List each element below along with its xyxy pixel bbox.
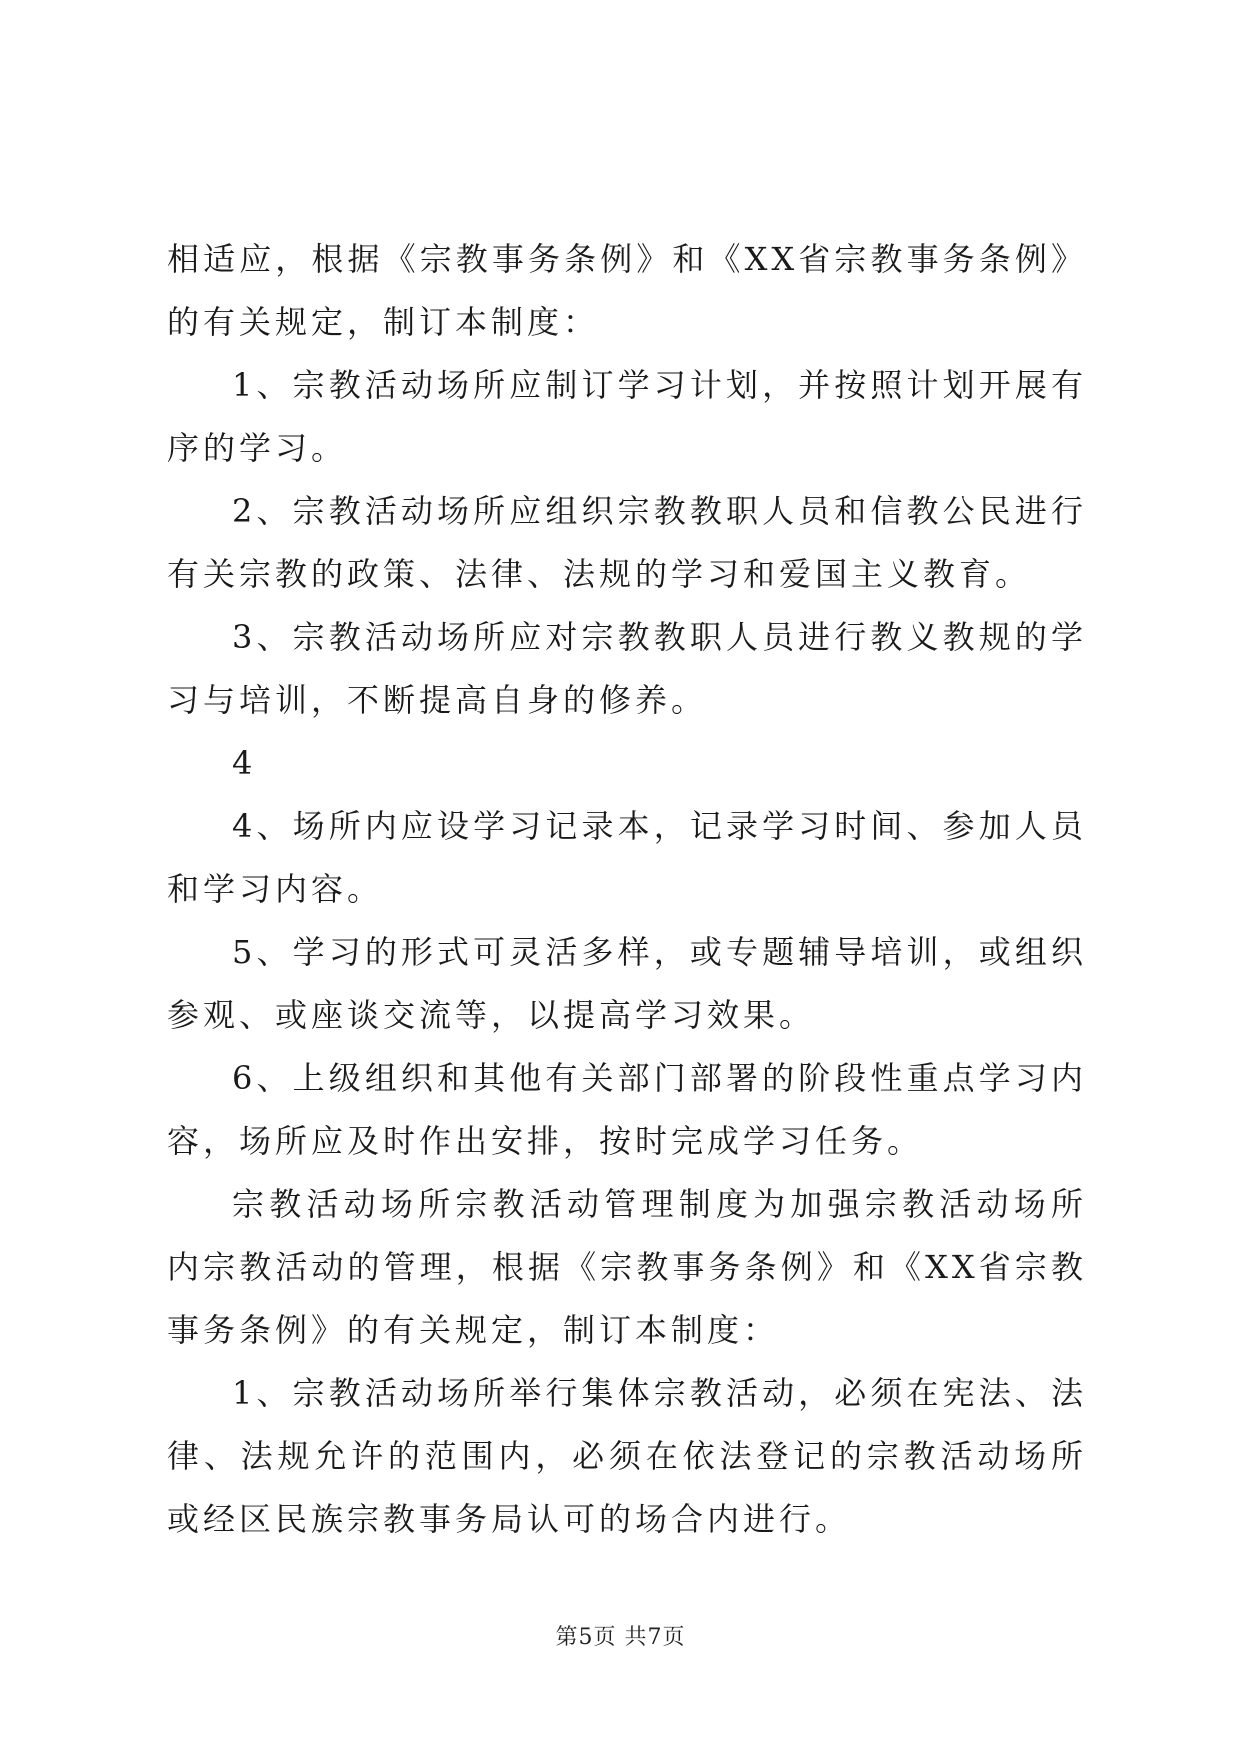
paragraph-activity-intro: 宗教活动场所宗教活动管理制度为加强宗教活动场所内宗教活动的管理，根据《宗教事务条例》和《XX省宗教事务条例》的有关规定，制订本制度： <box>167 1185 1087 1349</box>
paragraph-study-item-4: 4、场所内应设学习记录本，记录学习时间、参加人员和学习内容。 <box>167 807 1087 908</box>
paragraph-study-item-6: 6、上级组织和其他有关部门部署的阶段性重点学习内容，场所应及时作出安排，按时完成学习任务。 <box>167 1059 1087 1160</box>
document-body <box>167 228 1087 1551</box>
paragraph-page-marker: 4 <box>232 744 257 782</box>
paragraph-intro: 相适应，根据《宗教事务条例》和《XX省宗教事务条例》的有关规定，制订本制度： <box>167 240 1087 341</box>
page-footer: 第5页 共7页 <box>555 1625 686 1650</box>
paragraph-study-item-3: 3、宗教活动场所应对宗教教职人员进行教义教规的学习与培训，不断提高自身的修养。 <box>167 618 1087 719</box>
paragraph-study-item-5: 5、学习的形式可灵活多样，或专题辅导培训，或组织参观、或座谈交流等，以提高学习效果。 <box>167 933 1087 1034</box>
paragraph-study-item-1: 1、宗教活动场所应制订学习计划，并按照计划开展有序的学习。 <box>167 366 1087 467</box>
paragraph-activity-item-1: 1、宗教活动场所举行集体宗教活动，必须在宪法、法律、法规允许的范围内，必须在依法登记的宗教活动场所或经区民族宗教事务局认可的场合内进行。 <box>167 1374 1087 1538</box>
paragraph-study-item-2: 2、宗教活动场所应组织宗教教职人员和信教公民进行有关宗教的政策、法律、法规的学习和爱国主义教育。 <box>167 492 1087 593</box>
